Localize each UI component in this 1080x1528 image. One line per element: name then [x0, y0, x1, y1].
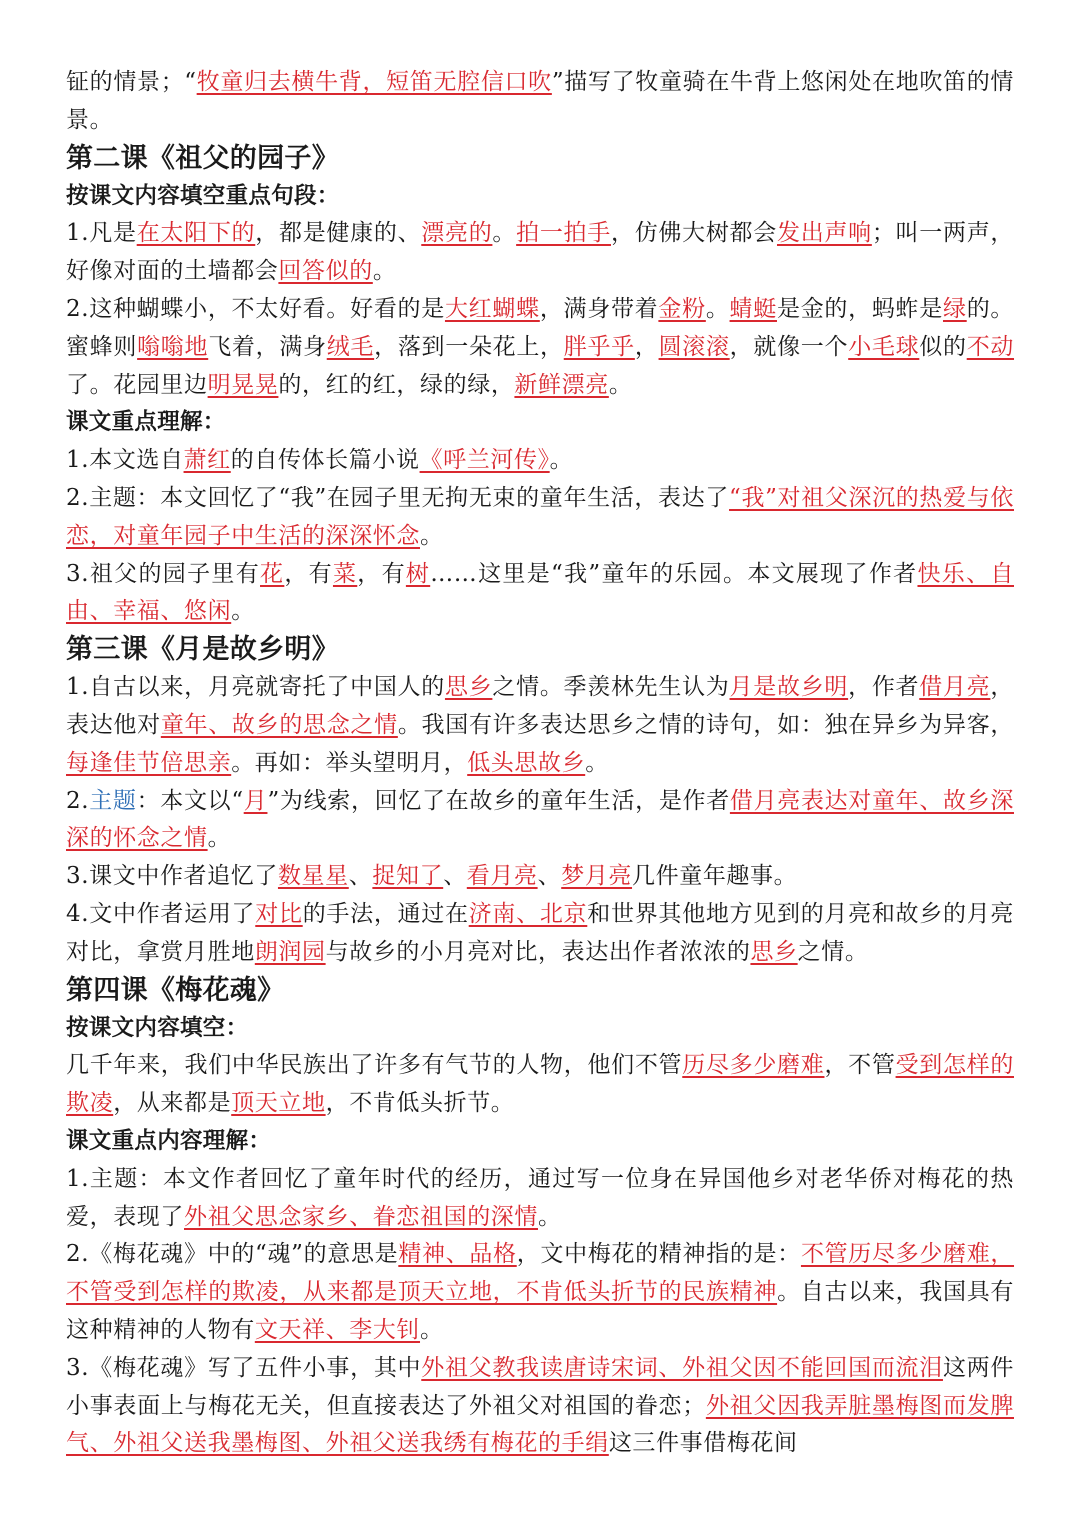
intro-paragraph	[66, 64, 1014, 140]
text: 这两件小事表面上与梅花无关，但直接表达了外祖父对祖国的眷恋；	[66, 1354, 1014, 1419]
answer-text: 绿	[942, 295, 967, 322]
lesson-4-title: 第四课《梅花魂》	[66, 974, 285, 1006]
text: 似的	[919, 333, 967, 360]
text: 2.主题：本文回忆了“我”在园子里无拘无束的童年生活，表达了	[66, 484, 730, 511]
text: 、	[348, 863, 373, 890]
text: 几件童年趣事。	[632, 863, 798, 890]
text: ：本文以“	[136, 787, 244, 814]
text: 的。蜜蜂则	[66, 295, 1015, 360]
lesson-3-item-3	[66, 858, 1014, 896]
answer-text: 思乡	[444, 674, 493, 701]
text: ，不肯低头折节。	[325, 1090, 515, 1117]
answer-text: “我”对祖父深沉的热爱与依恋，对童年园子中生活的深深怀念	[66, 484, 1014, 549]
lesson-2-understanding-2	[66, 480, 1014, 556]
text: ，文中梅花的精神指的是：	[516, 1241, 801, 1268]
text: 和世界其他地方见到的月亮和故乡的月亮对比，拿赏月胜地	[66, 900, 1015, 965]
answer-text: 文天祥、李大钊	[254, 1316, 421, 1343]
text: 是金的，蚂蚱是	[776, 295, 943, 322]
text: 、	[537, 863, 562, 890]
text: 2.	[66, 787, 90, 814]
text: 几千年来，我们中华民族出了许多有气节的人物，他们不管	[66, 1052, 683, 1079]
lesson-4-subheading-understanding: 课文重点内容理解：	[66, 1127, 272, 1154]
answer-text: 借月亮	[919, 674, 991, 701]
answer-text: 月	[243, 787, 268, 814]
text: 。自古以来，我国具有这种精神的人物有	[66, 1279, 1015, 1343]
answer-text: 对比	[255, 900, 303, 927]
text: ，都是健康的、	[255, 220, 422, 247]
lesson-2-understanding-3	[66, 556, 1014, 632]
text: 1.自古以来，月亮就寄托了中国人的	[66, 674, 445, 701]
text: 。	[420, 1316, 444, 1343]
answer-text: 蜻蜓	[729, 295, 777, 322]
lesson-2-title: 第二课《祖父的园子》	[66, 142, 339, 174]
text: ；叫一两声，好像对面的土墙都会	[66, 220, 1015, 285]
text: 。我国有许多表达思乡之情的诗句，如：独在异乡为异客，	[397, 711, 1014, 738]
text: 。再如：举头望明月，	[231, 749, 468, 776]
answer-text: 历尽多少磨难	[682, 1052, 825, 1079]
text: 的，红的红，绿的绿，	[278, 371, 515, 398]
lesson-3-title: 第三课《月是故乡明》	[66, 634, 339, 666]
lesson-3-item-4	[66, 896, 1014, 972]
text: 之情。	[797, 938, 869, 965]
lesson-4-subheading-fill: 按课文内容填空：	[66, 1014, 249, 1041]
answer-text: 济南、北京	[468, 900, 588, 927]
text: 。	[372, 258, 397, 285]
answer-text: 树	[405, 560, 431, 587]
answer-text: 大红蝴蝶	[444, 295, 540, 322]
lesson-3-item-2	[66, 783, 1014, 859]
text: ……这里是“我”童年的乐园。本文展现了作者	[430, 560, 918, 587]
text: ，	[634, 333, 659, 360]
text: 、	[443, 863, 467, 890]
text: ，表达他对	[66, 674, 1014, 738]
text: 。	[549, 447, 574, 474]
answer-text: 外祖父教我读唐诗宋词、外祖父因不能回国而流泪	[421, 1354, 943, 1381]
lesson-4-understanding-1	[66, 1161, 1014, 1237]
text: 3.《梅花魂》写了五件小事，其中	[66, 1354, 422, 1381]
lesson-2-understanding-1	[66, 442, 1014, 480]
answer-text: 看月亮	[466, 863, 538, 890]
text: 飞着，满身	[208, 333, 327, 360]
answer-text: 精神、品格	[398, 1241, 517, 1268]
lesson-2-subheading-understanding: 课文重点理解：	[66, 409, 226, 436]
answer-text: 《呼兰河传》	[419, 447, 550, 474]
text: 1.本文选自	[66, 447, 184, 474]
answer-text: 绒毛	[326, 333, 375, 360]
answer-text: 萧红	[183, 447, 231, 474]
text: 3.课文中作者追忆了	[66, 863, 278, 890]
text: 。	[420, 522, 444, 549]
text: 之情。季羡林先生认为	[492, 674, 730, 701]
text: 。	[492, 220, 517, 247]
text: ，有	[357, 560, 406, 587]
text: 与故乡的小月亮对比，表达出作者浓浓的	[325, 938, 751, 965]
text: ，从来都是	[113, 1090, 232, 1117]
answer-text: 低头思故乡	[467, 749, 586, 776]
answer-text: 顶天立地	[231, 1090, 326, 1117]
lesson-2-item-2	[66, 291, 1014, 404]
text: ，就像一个	[729, 333, 849, 360]
lesson-3-item-1	[66, 669, 1014, 782]
answer-text: 梦月亮	[561, 863, 633, 890]
text: 1.主题：本文作者回忆了童年时代的经历，通过写一位身在异国他乡对老华侨对梅花的热爱，表现了	[66, 1165, 1014, 1230]
text: 。	[207, 825, 232, 852]
text: ，仿佛大树都会	[610, 220, 777, 247]
answer-text: 不管历尽多少磨难，不管受到怎样的欺凌，从来都是顶天立地，不肯低头折节的民族精神	[66, 1241, 1015, 1306]
answer-text: 新鲜漂亮	[514, 371, 609, 398]
text: ，落到一朵花上，	[374, 333, 564, 360]
answer-text: 花	[260, 560, 285, 587]
answer-text: 胖乎乎	[563, 333, 635, 360]
answer-text: 漂亮的	[421, 220, 493, 247]
answer-text: 受到怎样的欺凌	[66, 1052, 1014, 1117]
text: 4.文中作者运用了	[66, 900, 256, 927]
text: 了。花园里边	[66, 371, 208, 398]
answer-text: 小毛球	[848, 333, 920, 360]
text: ，不管	[824, 1052, 896, 1079]
answer-text: 牧童归去横牛背，短笛无腔信口吹	[196, 69, 552, 95]
answer-text: 不动	[966, 333, 1015, 360]
answer-text: 发出声响	[776, 220, 872, 247]
answer-text: 借月亮表达对童年、故乡深深的怀念之情	[66, 787, 1014, 852]
text: 。	[705, 295, 730, 322]
text: ，有	[284, 560, 333, 587]
text: 1.凡是	[66, 220, 137, 247]
answer-text: 童年、故乡的思念之情	[160, 711, 398, 738]
lesson-4-understanding-2	[66, 1236, 1014, 1349]
lesson-2-subheading-fill: 按课文内容填空重点句段：	[66, 182, 340, 209]
text: 2.《梅花魂》中的“魂”的意思是	[66, 1241, 399, 1268]
answer-text: 嗡嗡地	[137, 333, 209, 360]
text: 这三件事借梅花间	[608, 1430, 798, 1457]
text: ”为线索，回忆了在故乡的童年生活，是作者	[267, 787, 730, 814]
answer-text: 明晃晃	[207, 371, 279, 398]
answer-text: 菜	[332, 560, 358, 587]
text: 。	[608, 371, 633, 398]
text: ，满身带着	[539, 295, 659, 322]
answer-text: 月是故乡明	[729, 674, 849, 701]
text: 2.这种蝴蝶小，不太好看。好看的是	[66, 295, 445, 322]
answer-text: 金粉	[658, 295, 706, 322]
lesson-4-understanding-3	[66, 1350, 1014, 1463]
text: 的自传体长篇小说	[230, 447, 420, 474]
answer-text: 圆滚滚	[658, 333, 730, 360]
text: 。	[585, 749, 609, 776]
theme-label: 主题	[89, 787, 137, 814]
answer-text: 捉知了	[372, 863, 444, 890]
answer-text: 回答似的	[278, 258, 373, 285]
lesson-2-item-1	[66, 215, 1014, 291]
text: 。	[231, 598, 255, 625]
answer-text: 快乐、自由、幸福、悠闲	[66, 560, 1014, 625]
text: 。	[538, 1203, 562, 1230]
answer-text: 每逢佳节倍思亲	[66, 749, 232, 776]
text: 3.祖父的园子里有	[66, 560, 261, 587]
text: ”描写了牧童骑在牛背上悠闲处在地吹笛的情景。	[66, 69, 1015, 133]
text: 钲的情景；“	[66, 69, 197, 95]
answer-text: 拍一拍手	[516, 220, 611, 247]
text: 的手法，通过在	[302, 900, 469, 927]
answer-text: 外祖父因我弄脏墨梅图而发脾气、外祖父送我墨梅图、外祖父送我绣有梅花的手绢	[66, 1392, 1014, 1457]
answer-text: 在太阳下的	[136, 220, 256, 247]
text: ，作者	[848, 674, 920, 701]
answer-text: 思乡	[750, 938, 798, 965]
answer-text: 外祖父思念家乡、眷恋祖国的深情	[184, 1203, 538, 1230]
answer-text: 朗润园	[254, 938, 326, 965]
lesson-4-fill-paragraph	[66, 1047, 1014, 1123]
answer-text: 数星星	[277, 863, 349, 890]
